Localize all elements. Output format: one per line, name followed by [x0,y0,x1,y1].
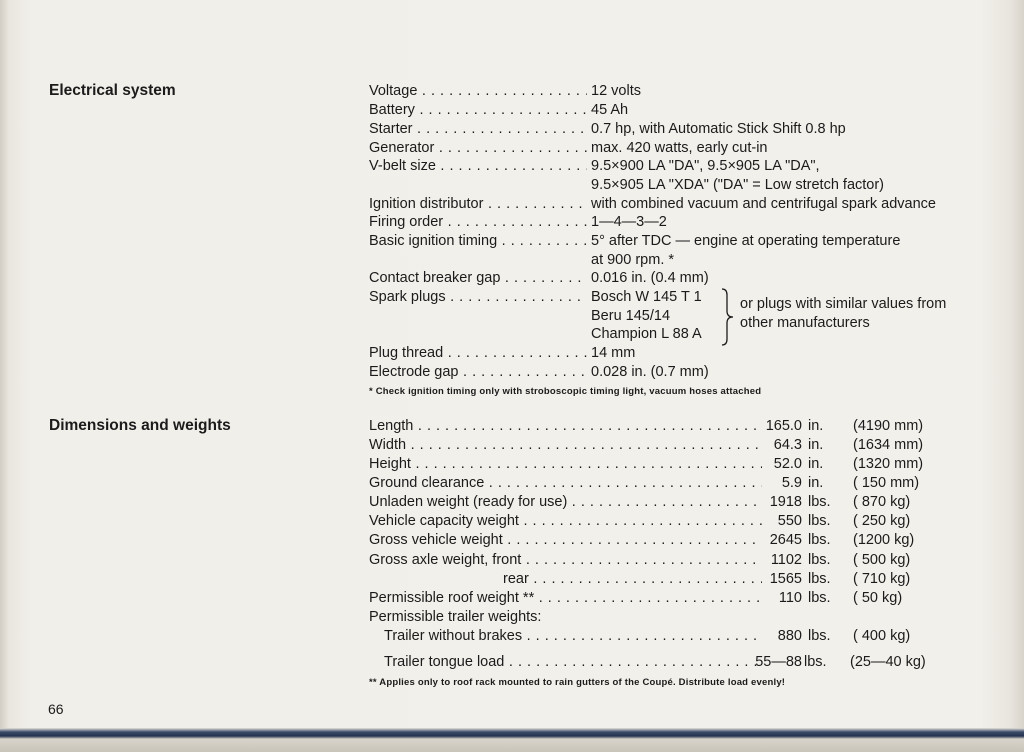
dimension-metric: ( 250 kg) [853,513,911,529]
dimension-unit: lbs. [808,552,831,568]
dimension-unit: lbs. [808,590,831,606]
spec-label: Contact breaker gap . . . [369,269,587,288]
dimension-metric: ( 500 kg) [853,552,911,568]
brace-icon [720,287,734,347]
dimension-label: Trailer without brakes . . . [384,627,762,646]
spark-plug-note: other manufacturers [740,315,870,331]
dimension-metric: (1320 mm) [853,456,924,472]
spec-row [369,232,1009,251]
dimension-metric: (1200 kg) [853,532,915,548]
dimension-row [369,589,1009,608]
electrical-heading: Electrical system [49,82,176,99]
dimension-value: 165.0 [765,418,802,434]
dimension-unit: lbs. [808,532,831,548]
spec-row [369,213,1009,232]
dimension-metric: ( 710 kg) [853,571,911,587]
spec-label: Plug thread . . . [369,344,587,363]
spec-label: Ignition distributor . . . [369,195,587,214]
dimension-label: Width . . . [369,436,762,455]
dimension-value: 1565 [769,571,802,587]
dimension-row [369,531,1009,550]
dimension-row [369,512,1009,531]
dimension-unit: lbs. [808,513,831,529]
dimension-value: 55—88 [755,654,802,670]
dimension-unit: in. [808,475,824,491]
spec-value-continuation: at 900 rpm. * [591,252,675,268]
spec-label: V-belt size . . . [369,157,587,176]
dimension-row [369,455,1009,474]
spec-value: with combined vacuum and centrifugal spark advance [591,196,936,212]
dimension-value: 5.9 [781,475,802,491]
spec-label: Voltage . . . [369,82,587,101]
dimension-label: Permissible roof weight ** . . . [369,589,762,608]
spec-row [369,269,1009,288]
spec-label: Electrode gap . . . [369,363,587,382]
spec-value: max. 420 watts, early cut-in [591,140,768,156]
dimension-metric: (25—40 kg) [850,654,926,670]
dimension-unit: lbs. [808,494,831,510]
spec-label: Battery . . . [369,101,587,120]
dimension-unit: lbs. [808,571,831,587]
dimension-row [369,474,1009,493]
spec-value: 0.7 hp, with Automatic Stick Shift 0.8 hp [591,121,846,137]
spec-value: Bosch W 145 T 1 [591,289,702,305]
dimension-metric: (4190 mm) [853,418,924,434]
spec-value: 12 volts [591,83,641,99]
spec-value: 9.5×900 LA "DA", 9.5×905 LA "DA", [591,158,820,174]
page-number: 66 [48,701,64,717]
spec-row [369,82,1009,101]
dimension-unit: lbs. [808,628,831,644]
spec-row [369,363,1009,382]
dimension-label: rear . . . [503,570,762,589]
dimension-label: Unladen weight (ready for use) . . . [369,493,762,512]
dimension-unit: in. [808,437,824,453]
ignition-footnote: * Check ignition timing only with stroboscopic timing light, vacuum hoses attached [369,386,762,397]
spec-row [369,101,1009,120]
dimension-metric: ( 870 kg) [853,494,911,510]
spec-row [369,139,1009,158]
dimension-metric: ( 50 kg) [853,590,903,606]
dimension-metric: ( 400 kg) [853,628,911,644]
spec-label: Spark plugs . . . [369,288,587,307]
dimension-label: Height . . . [369,455,762,474]
dimension-row [503,570,1009,589]
dimension-unit: in. [808,418,824,434]
spec-label: Basic ignition timing . . . [369,232,587,251]
dimension-value: 1918 [769,494,802,510]
spec-value: 45 Ah [591,102,629,118]
dimension-unit: in. [808,456,824,472]
dimension-value: 110 [778,590,802,606]
dimensions-heading: Dimensions and weights [49,417,231,434]
dimension-label: Gross vehicle weight . . . [369,531,762,550]
spec-value-continuation: Beru 145/14 [591,308,671,324]
book-bottom-edge [0,728,1024,752]
spec-label: Starter . . . [369,120,587,139]
dimension-row [384,653,1009,672]
trailer-weights-heading: Permissible trailer weights: [369,609,542,625]
spec-row [369,195,1014,214]
spec-value: 1—4—3—2 [591,214,667,230]
spec-value: 0.016 in. (0.4 mm) [591,270,709,286]
dimension-row [369,551,1009,570]
spec-value: 0.028 in. (0.7 mm) [591,364,709,380]
dimension-unit: lbs. [804,654,827,670]
dimension-label: Vehicle capacity weight . . . [369,512,762,531]
dimension-value: 64.3 [773,437,802,453]
dimension-row [369,493,1009,512]
dimension-metric: ( 150 mm) [853,475,920,491]
dimension-value: 2645 [769,532,802,548]
spec-value: 14 mm [591,345,636,361]
spec-row [369,120,1009,139]
dimension-value: 1102 [770,552,802,568]
dimension-value: 880 [777,628,802,644]
spec-label: Generator . . . [369,139,587,158]
dimension-label: Length . . . [369,417,762,436]
roof-weight-footnote: ** Applies only to roof rack mounted to rain gutters of the Coupé. Distribute load evenly! [369,677,786,688]
spec-label: Firing order . . . [369,213,587,232]
dimension-value: 550 [777,513,802,529]
spec-row [369,157,1009,176]
spec-value: 5° after TDC — engine at operating temperature [591,233,901,249]
dimension-row [384,627,1009,646]
spec-row [369,288,714,307]
dimension-metric: (1634 mm) [853,437,924,453]
spec-value-continuation: 9.5×905 LA "XDA" ("DA" = Low stretch factor) [591,177,885,193]
dimension-label: Ground clearance . . . [369,474,762,493]
dimension-row [369,417,1009,436]
dimension-label: Gross axle weight, front . . . [369,551,762,570]
spark-plug-note: or plugs with similar values from [740,296,947,312]
spec-row [369,344,1009,363]
spec-value-continuation: Champion L 88 A [591,326,702,342]
dimension-row [369,436,1009,455]
dimension-value: 52.0 [773,456,802,472]
dimension-label: Trailer tongue load . . . [384,653,762,672]
